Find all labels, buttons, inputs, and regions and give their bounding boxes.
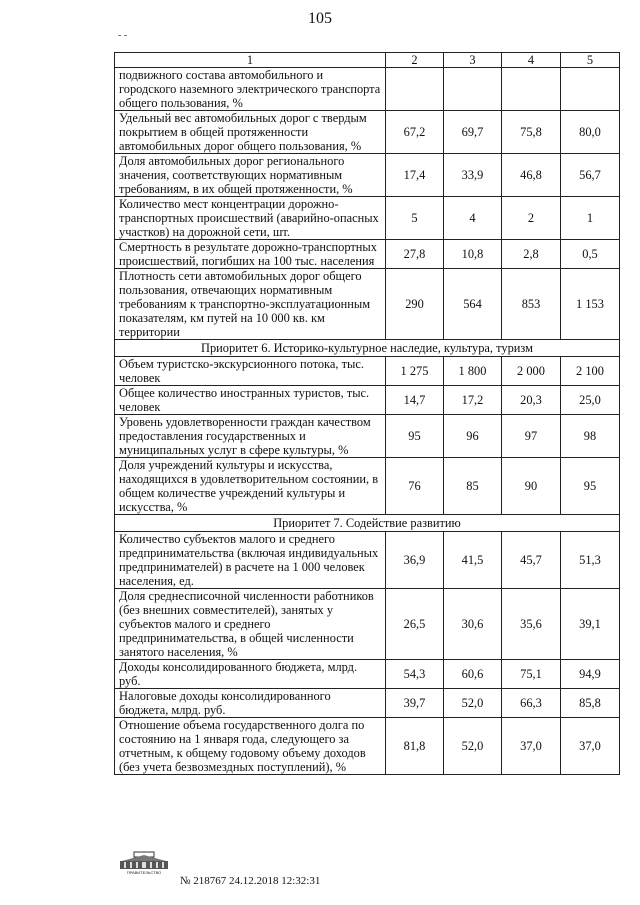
indicator-cell: Плотность сети автомобильных дорог общего пользования, отвечающих нормативным требованиям к транспортно-эксплуатационным показателям, км путей на 10 000 кв. км территории	[115, 269, 386, 340]
value-cell: 60,6	[444, 660, 502, 689]
value-cell: 41,5	[444, 532, 502, 589]
table-row	[115, 689, 620, 718]
value-cell: 52,0	[444, 718, 502, 775]
value-cell: 5	[386, 197, 444, 240]
table-row	[115, 154, 620, 197]
indicator-cell: Уровень удовлетворенности граждан качеством предоставления государственных и муниципальных услуг в сфере культуры, %	[115, 415, 386, 458]
column-header: 5	[561, 53, 620, 68]
value-cell	[502, 68, 561, 111]
value-cell: 30,6	[444, 589, 502, 660]
value-cell: 97	[502, 415, 561, 458]
value-cell: 52,0	[444, 689, 502, 718]
value-cell: 67,2	[386, 111, 444, 154]
value-cell: 36,9	[386, 532, 444, 589]
value-cell: 85,8	[561, 689, 620, 718]
value-cell: 56,7	[561, 154, 620, 197]
value-cell: 2	[502, 197, 561, 240]
scan-speck: - -	[118, 30, 128, 41]
table-row	[115, 111, 620, 154]
table-row	[115, 660, 620, 689]
table-row	[115, 415, 620, 458]
value-cell: 37,0	[561, 718, 620, 775]
value-cell	[444, 68, 502, 111]
value-cell: 76	[386, 458, 444, 515]
table-row	[115, 718, 620, 775]
column-header: 1	[115, 53, 386, 68]
value-cell: 1 275	[386, 357, 444, 386]
value-cell: 20,3	[502, 386, 561, 415]
value-cell: 75,1	[502, 660, 561, 689]
column-header: 3	[444, 53, 502, 68]
value-cell: 1 153	[561, 269, 620, 340]
value-cell: 14,7	[386, 386, 444, 415]
indicator-cell: Доля среднесписочной численности работников (без внешних совместителей), занятых у субъектов малого и среднего предпринимательства, в общей численности занятого населения, %	[115, 589, 386, 660]
value-cell: 75,8	[502, 111, 561, 154]
value-cell	[386, 68, 444, 111]
value-cell: 2,8	[502, 240, 561, 269]
table-row	[115, 68, 620, 111]
value-cell: 94,9	[561, 660, 620, 689]
value-cell: 10,8	[444, 240, 502, 269]
value-cell: 290	[386, 269, 444, 340]
value-cell: 95	[561, 458, 620, 515]
value-cell: 85	[444, 458, 502, 515]
table-body	[115, 68, 620, 775]
value-cell: 81,8	[386, 718, 444, 775]
value-cell: 45,7	[502, 532, 561, 589]
indicator-cell: Количество субъектов малого и среднего предпринимательства (включая индивидуальных предпринимателей) в расчете на 1 000 человек населения, ед.	[115, 532, 386, 589]
value-cell: 17,4	[386, 154, 444, 197]
value-cell: 98	[561, 415, 620, 458]
indicator-cell: Доходы консолидированного бюджета, млрд. руб.	[115, 660, 386, 689]
value-cell: 33,9	[444, 154, 502, 197]
indicator-cell: Доля автомобильных дорог регионального значения, соответствующих нормативным требованиям, в их общей протяженности, %	[115, 154, 386, 197]
value-cell	[561, 68, 620, 111]
indicator-cell: Количество мест концентрации дорожно-транспортных происшествий (аварийно-опасных участков) на дорожной сети, шт.	[115, 197, 386, 240]
value-cell: 90	[502, 458, 561, 515]
value-cell: 0,5	[561, 240, 620, 269]
value-cell: 27,8	[386, 240, 444, 269]
page-number: 105	[308, 10, 332, 27]
table-row	[115, 240, 620, 269]
indicator-cell: Доля учреждений культуры и искусства, находящихся в удовлетворительном состоянии, в общем количестве учреждений культуры и искусства, %	[115, 458, 386, 515]
table-row	[115, 197, 620, 240]
value-cell: 37,0	[502, 718, 561, 775]
government-building-stamp-icon	[114, 851, 174, 875]
value-cell: 25,0	[561, 386, 620, 415]
stamp-text: ПРАВИТЕЛЬСТВО	[126, 870, 162, 875]
value-cell: 4	[444, 197, 502, 240]
table-row	[115, 458, 620, 515]
value-cell: 95	[386, 415, 444, 458]
value-cell: 39,7	[386, 689, 444, 718]
indicator-cell: Отношение объема государственного долга по состоянию на 1 января года, следующего за отчетным, к общему годовому объему доходов (без учета безвозмездных поступлений), %	[115, 718, 386, 775]
value-cell: 66,3	[502, 689, 561, 718]
table-header-row	[115, 53, 620, 68]
value-cell: 96	[444, 415, 502, 458]
column-header: 4	[502, 53, 561, 68]
table-row	[115, 386, 620, 415]
value-cell: 853	[502, 269, 561, 340]
value-cell: 17,2	[444, 386, 502, 415]
indicator-cell: Общее количество иностранных туристов, тыс. человек	[115, 386, 386, 415]
value-cell: 69,7	[444, 111, 502, 154]
column-header: 2	[386, 53, 444, 68]
value-cell: 35,6	[502, 589, 561, 660]
value-cell: 80,0	[561, 111, 620, 154]
indicator-cell: Налоговые доходы консолидированного бюджета, млрд. руб.	[115, 689, 386, 718]
indicator-cell: Смертность в результате дорожно-транспортных происшествий, погибших на 100 тыс. населения	[115, 240, 386, 269]
value-cell: 39,1	[561, 589, 620, 660]
table-row	[115, 532, 620, 589]
value-cell: 2 100	[561, 357, 620, 386]
section-title: Приоритет 7. Содействие развитию	[115, 515, 620, 532]
table-row	[115, 269, 620, 340]
indicators-table	[114, 52, 620, 775]
value-cell: 51,3	[561, 532, 620, 589]
indicator-cell: Удельный вес автомобильных дорог с твердым покрытием в общей протяженности автомобильных дорог общего пользования, %	[115, 111, 386, 154]
value-cell: 46,8	[502, 154, 561, 197]
section-row	[115, 515, 620, 532]
value-cell: 26,5	[386, 589, 444, 660]
value-cell: 54,3	[386, 660, 444, 689]
section-title: Приоритет 6. Историко-культурное наследие, культура, туризм	[115, 340, 620, 357]
document-number: № 218767 24.12.2018 12:32:31	[180, 875, 321, 887]
table-row	[115, 589, 620, 660]
value-cell: 2 000	[502, 357, 561, 386]
section-row	[115, 340, 620, 357]
value-cell: 1 800	[444, 357, 502, 386]
indicator-cell: Объем туристско-экскурсионного потока, тыс. человек	[115, 357, 386, 386]
table-row	[115, 357, 620, 386]
value-cell: 1	[561, 197, 620, 240]
value-cell: 564	[444, 269, 502, 340]
indicator-cell: подвижного состава автомобильного и городского наземного электрического транспорта общего пользования, %	[115, 68, 386, 111]
